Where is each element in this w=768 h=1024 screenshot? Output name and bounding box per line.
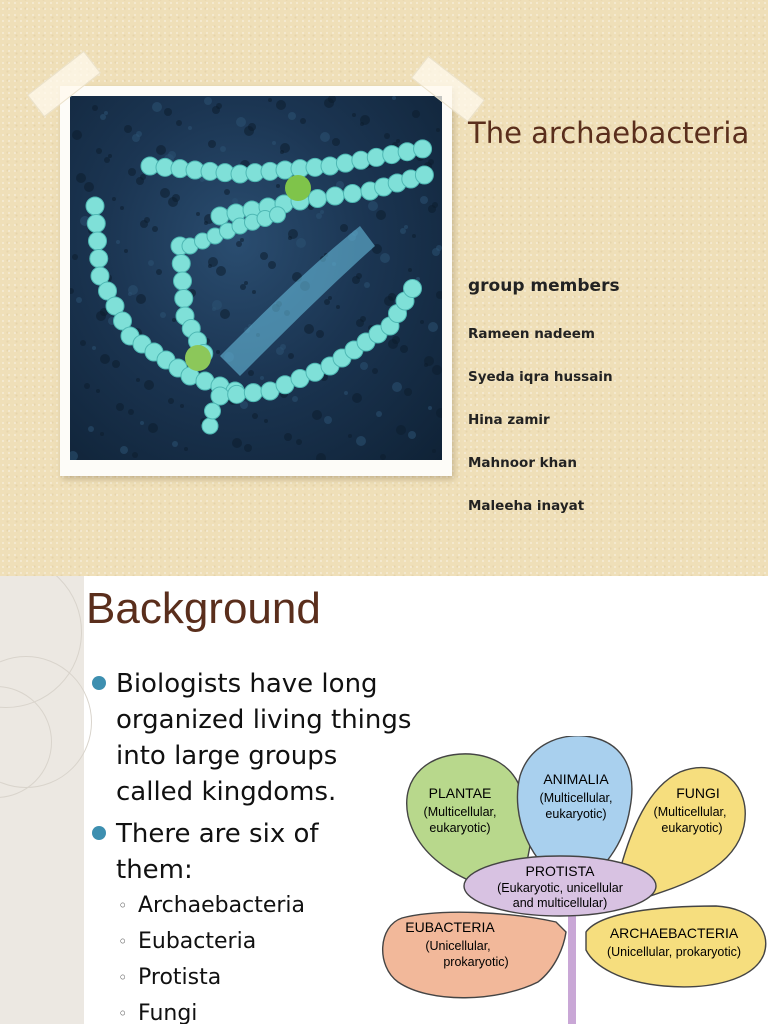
photo-texture xyxy=(420,320,424,324)
photo-texture xyxy=(276,100,286,110)
photo-texture xyxy=(240,284,246,290)
photo-texture xyxy=(412,234,416,238)
photo-texture xyxy=(428,159,434,165)
photo-texture xyxy=(292,396,298,402)
members-list xyxy=(468,324,613,539)
archaebacteria-desc-1: (Unicellular, prokaryotic) xyxy=(606,945,742,959)
sub-item: ◦ Eubacteria xyxy=(116,924,450,960)
cell-sphere xyxy=(86,197,104,215)
protista-desc-2: and multicellular) xyxy=(512,896,608,910)
photo-texture xyxy=(404,388,412,396)
photo-texture xyxy=(112,360,120,368)
cell-sphere xyxy=(270,207,286,223)
photo-texture xyxy=(288,229,298,239)
photo-texture xyxy=(204,97,212,105)
slide-title-heading: The archaebacteria xyxy=(468,116,750,150)
photo-texture xyxy=(160,188,170,198)
member-item: Rameen nadeem xyxy=(468,326,595,342)
cell-sphere xyxy=(414,140,432,158)
cell-sphere xyxy=(415,166,433,184)
photo-texture xyxy=(316,453,326,460)
photo-texture xyxy=(148,423,158,433)
photo-texture xyxy=(148,260,154,266)
photo-texture xyxy=(92,346,96,350)
fungi-name: FUNGI xyxy=(676,785,720,801)
photo-texture xyxy=(172,318,176,322)
archaebacteria-name: ARCHAEBACTERIA xyxy=(609,925,739,941)
plantae-name: PLANTAE xyxy=(428,785,492,801)
photo-texture xyxy=(132,452,138,458)
protista-center xyxy=(464,856,656,916)
photo-texture xyxy=(316,330,324,338)
photo-texture xyxy=(276,184,280,188)
photo-texture xyxy=(212,300,222,310)
photo-texture xyxy=(92,105,98,111)
photo-texture xyxy=(384,133,390,139)
photo-texture xyxy=(240,238,244,242)
photo-texture xyxy=(244,444,252,452)
photo-texture xyxy=(224,189,230,195)
photo-texture xyxy=(252,413,258,419)
photo-texture xyxy=(156,145,166,155)
sub-item: ◦ Protista xyxy=(116,960,450,996)
photo-texture xyxy=(172,194,180,202)
photo-texture xyxy=(152,102,162,112)
photo-texture xyxy=(428,406,432,410)
cell-sphere xyxy=(174,272,192,290)
photo-texture xyxy=(244,281,248,285)
eubacteria-name: EUBACTERIA xyxy=(405,919,495,935)
photo-texture xyxy=(88,426,94,432)
photo-texture xyxy=(296,238,306,248)
photo-texture xyxy=(116,403,124,411)
cell-sphere xyxy=(404,280,422,298)
photo-texture xyxy=(156,269,162,275)
photo-texture xyxy=(280,344,286,350)
photo-texture xyxy=(428,322,438,332)
photo-texture xyxy=(376,411,382,417)
photo-texture xyxy=(128,409,134,415)
photo-texture xyxy=(436,245,442,251)
protista-name: PROTISTA xyxy=(525,863,595,879)
cell-sphere xyxy=(321,157,339,175)
photo-texture xyxy=(360,316,366,322)
photo-texture xyxy=(268,98,272,102)
photo-texture xyxy=(112,197,116,201)
eubacteria-desc-2: prokaryotic) xyxy=(443,955,509,969)
photo-texture xyxy=(124,249,128,253)
photo-texture xyxy=(388,293,396,301)
photo-texture xyxy=(352,393,362,403)
sub-item: ◦ Fungi xyxy=(116,996,450,1024)
photo-texture xyxy=(360,362,368,370)
photo-texture xyxy=(100,114,106,120)
photo-texture xyxy=(252,290,256,294)
photo-texture xyxy=(100,354,110,364)
photo-texture xyxy=(336,305,340,309)
photo-texture xyxy=(284,433,292,441)
green-cell xyxy=(185,345,211,371)
slide-background xyxy=(0,576,768,1024)
photo-texture xyxy=(288,353,294,359)
photo-texture xyxy=(208,140,216,148)
photo-texture xyxy=(392,382,402,392)
photo-texture xyxy=(424,356,434,366)
sub-item: ◦ Archaebacteria xyxy=(116,888,450,924)
cell-sphere xyxy=(367,148,385,166)
bullet-text: Biologists have long organized living things into large groups called kingdoms. xyxy=(116,669,412,807)
photo-texture xyxy=(380,253,390,263)
photo-texture xyxy=(96,148,102,154)
photo-texture xyxy=(432,202,438,208)
photo-texture xyxy=(144,217,150,223)
photo-texture xyxy=(408,268,412,272)
photo-texture xyxy=(324,299,330,305)
photo-texture xyxy=(168,151,176,159)
animalia-desc-2: eukaryotic) xyxy=(545,807,607,821)
photo-texture xyxy=(72,130,82,140)
cell-sphere xyxy=(244,384,262,402)
photo-texture xyxy=(172,441,178,447)
fungi-desc-1: (Multicellular, xyxy=(653,805,727,819)
photo-texture xyxy=(216,103,222,109)
photo-texture xyxy=(320,132,330,142)
member-item: Maleeha inayat xyxy=(468,498,585,514)
photo-texture xyxy=(356,436,366,446)
photo-texture xyxy=(436,408,442,418)
cell-sphere xyxy=(336,154,354,172)
photo-texture xyxy=(96,389,100,393)
photo-texture xyxy=(324,416,332,424)
photo-texture xyxy=(348,434,352,438)
photo-texture xyxy=(392,336,400,344)
cell-sphere xyxy=(211,387,229,405)
cell-sphere xyxy=(205,403,221,419)
photo-texture xyxy=(436,291,442,299)
photo-texture xyxy=(84,383,90,389)
photo-texture xyxy=(264,419,268,423)
background-title: Background xyxy=(86,584,321,633)
group-members-heading: group members xyxy=(468,276,620,296)
eubacteria-petal xyxy=(383,912,566,998)
photo-texture xyxy=(76,173,86,183)
photo-texture xyxy=(288,112,296,120)
photo-texture xyxy=(152,226,158,232)
photo-texture xyxy=(340,224,348,232)
cell-sphere xyxy=(228,385,246,403)
photo-texture xyxy=(356,273,362,279)
photo-texture xyxy=(332,138,340,146)
photo-texture xyxy=(108,154,112,158)
photo-texture xyxy=(236,241,242,247)
photo-texture xyxy=(404,225,408,229)
member-item: Hina zamir xyxy=(468,412,550,428)
photo-texture xyxy=(196,212,200,216)
photo-texture xyxy=(412,110,420,118)
photo-texture xyxy=(432,365,442,375)
photo-texture xyxy=(300,118,306,124)
animalia-name: ANIMALIA xyxy=(543,771,609,787)
photo-texture xyxy=(320,210,324,214)
photo-texture xyxy=(216,266,226,276)
photo-texture xyxy=(120,206,124,210)
photo-texture xyxy=(136,294,146,304)
photo-texture xyxy=(144,380,154,390)
photo-texture xyxy=(420,196,428,204)
photo-texture xyxy=(368,201,378,211)
cell-sphere xyxy=(383,146,401,164)
cell-sphere xyxy=(352,151,370,169)
photo-texture xyxy=(304,324,314,334)
photo-texture xyxy=(312,410,322,420)
photo-frame xyxy=(60,86,452,476)
photo-texture xyxy=(432,449,436,453)
photo-texture xyxy=(396,425,406,435)
photo-texture xyxy=(392,96,396,100)
eubacteria-desc-1: (Unicellular, xyxy=(425,939,491,953)
cell-sphere xyxy=(175,290,193,308)
photo-texture xyxy=(268,261,276,269)
photo-texture xyxy=(104,157,110,163)
photo-texture xyxy=(344,391,348,395)
photo-texture xyxy=(84,182,94,192)
photo-texture xyxy=(260,252,268,260)
photo-texture xyxy=(436,128,440,132)
photo-texture xyxy=(328,296,332,300)
bullet-text: There are six of them: xyxy=(116,819,319,885)
animalia-desc-1: (Multicellular, xyxy=(539,791,613,805)
photo-texture xyxy=(176,120,182,126)
photo-texture xyxy=(360,115,370,125)
photo-texture xyxy=(128,168,136,176)
protista-desc-1: (Eukaryotic, unicellular xyxy=(497,881,623,895)
photo-texture xyxy=(400,345,408,353)
photo-texture xyxy=(376,210,386,220)
photo-texture xyxy=(70,451,78,460)
photo-texture xyxy=(188,126,192,130)
photo-texture xyxy=(236,117,246,127)
photo-texture xyxy=(232,198,238,204)
photo-texture xyxy=(352,113,356,117)
archaebacteria-photo xyxy=(70,96,442,460)
cell-sphere xyxy=(309,190,327,208)
cell-sphere xyxy=(89,232,107,250)
photo-texture xyxy=(120,446,128,454)
cell-sphere xyxy=(211,207,229,225)
photo-texture xyxy=(76,297,82,303)
photo-texture xyxy=(72,254,78,260)
photo-texture xyxy=(104,111,108,115)
photo-texture xyxy=(316,213,322,219)
photo-texture xyxy=(136,131,142,137)
cell-sphere xyxy=(202,418,218,434)
plantae-desc-2: eukaryotic) xyxy=(429,821,491,835)
plantae-desc-1: (Multicellular, xyxy=(423,805,497,819)
cell-sphere xyxy=(326,187,344,205)
member-item: Mahnoor khan xyxy=(468,455,577,471)
photo-texture xyxy=(184,447,188,451)
photo-texture xyxy=(136,378,140,382)
photo-texture xyxy=(140,421,144,425)
photo-texture xyxy=(272,141,276,145)
photo-texture xyxy=(380,454,386,460)
photo-texture xyxy=(248,370,254,376)
photo-texture xyxy=(128,285,138,295)
cell-sphere xyxy=(90,250,108,268)
photo-texture xyxy=(248,123,256,131)
photo-texture xyxy=(208,257,218,267)
photo-texture xyxy=(280,143,290,153)
kingdoms-diagram xyxy=(380,736,768,1024)
photo-texture xyxy=(70,288,74,294)
photo-texture xyxy=(140,174,146,180)
photo-texture xyxy=(232,438,242,448)
photo-texture xyxy=(296,439,302,445)
photo-texture xyxy=(408,431,416,439)
photo-texture xyxy=(180,404,184,408)
photo-texture xyxy=(168,398,174,404)
cell-sphere xyxy=(87,215,105,233)
photo-texture xyxy=(364,282,370,288)
cell-sphere xyxy=(172,255,190,273)
photo-texture xyxy=(220,146,226,152)
photo-texture xyxy=(100,432,104,436)
archaebacteria-petal xyxy=(586,906,766,987)
photo-texture xyxy=(400,228,406,234)
photo-texture xyxy=(164,108,172,116)
photo-texture xyxy=(220,309,230,319)
photo-texture xyxy=(216,350,220,354)
green-cell xyxy=(285,175,311,201)
cell-sphere xyxy=(398,143,416,161)
member-item: Syeda iqra hussain xyxy=(468,369,613,385)
photo-texture xyxy=(260,376,264,380)
cell-sphere xyxy=(344,185,362,203)
photo-texture xyxy=(124,125,132,133)
photo-texture xyxy=(116,240,120,244)
photo-texture xyxy=(160,312,166,318)
photo-texture xyxy=(396,139,400,143)
photo-texture xyxy=(372,368,378,374)
photo-texture xyxy=(80,340,86,346)
fungi-desc-2: eukaryotic) xyxy=(661,821,723,835)
